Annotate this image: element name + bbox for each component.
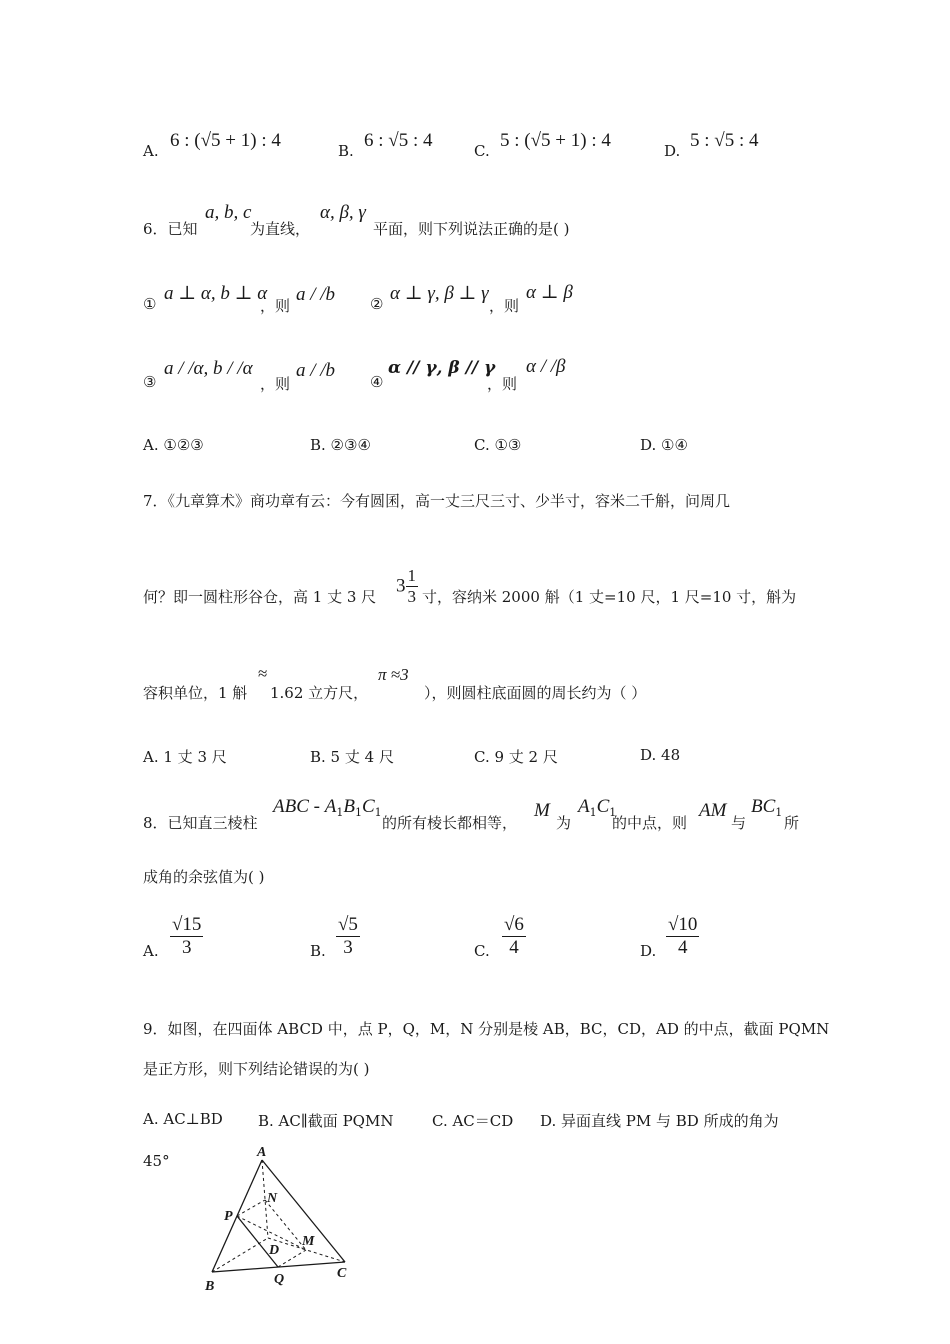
q7-line3-a: 容积单位，1 斛 bbox=[143, 684, 248, 702]
q8-option-a-den: 3 bbox=[170, 936, 203, 959]
q8-seg-c-sub: 1 bbox=[609, 806, 617, 819]
q6-option-d: D. ①④ bbox=[640, 436, 688, 454]
edge-bd bbox=[212, 1238, 268, 1272]
q6-s2-cond: α ⊥ γ, β ⊥ γ bbox=[390, 283, 489, 304]
q8-option-a-label: A. bbox=[143, 942, 159, 960]
q6-mid: 为直线， bbox=[250, 220, 311, 238]
q8-option-c-num: √6 bbox=[504, 914, 524, 935]
q8-option-c-fraction bbox=[502, 914, 526, 959]
label-n: N bbox=[267, 1191, 278, 1206]
q7-line3-c: ），则圆柱底面圆的周长约为（ ） bbox=[424, 684, 647, 702]
q8-point-m: M bbox=[534, 800, 550, 821]
segment-qm bbox=[278, 1250, 306, 1267]
q7-approx-symbol: ≈ bbox=[258, 664, 268, 683]
q8-segment-a1c1 bbox=[578, 796, 616, 819]
q7-line3-b: 1.62 立方尺， bbox=[270, 684, 369, 702]
q8-seg-c: C bbox=[596, 796, 610, 817]
q8-am: AM bbox=[699, 800, 727, 821]
q8-prism-a1: A bbox=[324, 796, 337, 817]
q6-lines-math: a, b, c bbox=[205, 202, 252, 223]
q8-option-b-num: √5 bbox=[338, 914, 358, 935]
q9-option-b: B. AC∥截面 PQMN bbox=[258, 1112, 394, 1130]
q6-s4-result: α / /β bbox=[526, 356, 566, 377]
tetrahedron-figure bbox=[200, 1140, 370, 1300]
q8-option-d-fraction bbox=[666, 914, 699, 959]
q6-s3-then: ，则 bbox=[260, 375, 291, 393]
q8-option-b-label: B. bbox=[310, 942, 326, 960]
q7-frac-num: 1 bbox=[407, 566, 416, 585]
q9-option-d: D. 异面直线 PM 与 BD 所成的角为 bbox=[540, 1112, 779, 1130]
segment-pq bbox=[237, 1216, 278, 1267]
q6-suffix: 平面，则下列说法正确的是( ) bbox=[373, 220, 570, 238]
q8-prism-c1-sub: 1 bbox=[374, 806, 382, 819]
q8-prism-abc: ABC bbox=[273, 796, 309, 817]
q8-mid1: 的所有棱长都相等， bbox=[382, 814, 518, 832]
q6-option-b: B. ②③④ bbox=[310, 436, 371, 454]
q8-option-d-num: √10 bbox=[668, 914, 698, 935]
q7-frac-den: 3 bbox=[407, 587, 416, 606]
q8-end1: 所 bbox=[784, 814, 800, 832]
q8-option-d-den: 4 bbox=[666, 936, 699, 959]
q6-option-a: A. ①②③ bbox=[143, 436, 204, 454]
q5-option-a-label: A. bbox=[143, 142, 159, 160]
q8-bc-sub: 1 bbox=[775, 806, 783, 819]
q9-line1: 9．如图，在四面体 ABCD 中，点 P，Q，M，N 分别是棱 AB，BC，CD，AD 的中点，截面 PQMN bbox=[143, 1020, 830, 1038]
label-d: D bbox=[269, 1243, 280, 1258]
q7-frac-whole: 3 bbox=[396, 575, 406, 597]
q8-prism-b1-sub: 1 bbox=[354, 806, 362, 819]
q6-s1-mark: ① bbox=[143, 295, 157, 313]
q9-option-c: C. AC＝CD bbox=[432, 1112, 514, 1130]
q8-line2: 成角的余弦值为( ) bbox=[143, 868, 265, 886]
q6-s2-result: α ⊥ β bbox=[526, 282, 573, 303]
q6-option-c: C. ①③ bbox=[474, 436, 522, 454]
q6-s3-cond: a / /α, b / /α bbox=[164, 358, 253, 379]
q7-mixed-fraction bbox=[396, 566, 418, 607]
q8-option-a-fraction bbox=[170, 914, 203, 959]
q5-option-d-label: D. bbox=[664, 142, 681, 160]
q6-s4-then: ，则 bbox=[487, 375, 518, 393]
q8-prism-math bbox=[273, 796, 382, 819]
q8-option-a-num: √15 bbox=[172, 914, 202, 935]
q5-option-b-label: B. bbox=[338, 142, 354, 160]
label-q: Q bbox=[274, 1272, 285, 1287]
q7-line2-a: 何？即一圆柱形谷仓，高 1 丈 3 尺 bbox=[143, 588, 377, 606]
q6-s3-mark: ③ bbox=[143, 373, 157, 391]
q6-s4-cond: α // γ, β // γ bbox=[388, 358, 496, 378]
q7-pi-approx: π ≈3 bbox=[378, 665, 409, 684]
q9-option-a: A. AC⊥BD bbox=[143, 1110, 223, 1128]
q6-s2-then: ，则 bbox=[489, 297, 520, 315]
q6-prefix: 6．已知 bbox=[143, 220, 198, 238]
q6-s3-result: a / /b bbox=[296, 360, 336, 381]
q8-mid3: 的中点，则 bbox=[612, 814, 688, 832]
q8-bc: BC bbox=[751, 796, 776, 817]
q8-prism-c1: C bbox=[361, 796, 375, 817]
q8-seg-a-sub: 1 bbox=[589, 806, 597, 819]
label-p: P bbox=[224, 1209, 233, 1224]
q5-option-a-math: 6 : (√5 + 1) : 4 bbox=[170, 130, 281, 151]
q8-seg-a: A bbox=[578, 796, 590, 817]
q8-option-c-label: C. bbox=[474, 942, 490, 960]
q7-line2-b: 寸，容纳米 2000 斛（1 丈=10 尺，1 尺=10 寸，斛为 bbox=[422, 588, 797, 606]
q6-s2-mark: ② bbox=[370, 295, 384, 313]
q8-option-b-den: 3 bbox=[336, 936, 360, 959]
q7-option-c: C. 9 丈 2 尺 bbox=[474, 748, 558, 766]
q6-planes-math: α, β, γ bbox=[320, 202, 366, 223]
q8-prefix: 8．已知直三棱柱 bbox=[143, 814, 258, 832]
q6-s1-result: a / /b bbox=[296, 284, 336, 305]
q5-option-b-math: 6 : √5 : 4 bbox=[364, 130, 433, 151]
q8-option-b-fraction bbox=[336, 914, 360, 959]
q5-option-c-math: 5 : (√5 + 1) : 4 bbox=[500, 130, 611, 151]
q7-option-b: B. 5 丈 4 尺 bbox=[310, 748, 394, 766]
label-a: A bbox=[257, 1145, 267, 1160]
q8-prism-dash: - bbox=[308, 796, 325, 817]
q7-option-a: A. 1 丈 3 尺 bbox=[143, 748, 227, 766]
q5-option-c-label: C. bbox=[474, 142, 490, 160]
q8-prism-a1-sub: 1 bbox=[336, 806, 344, 819]
q9-line2: 是正方形，则下列结论错误的为( ) bbox=[143, 1060, 370, 1078]
label-m: M bbox=[302, 1234, 315, 1249]
q8-option-c-den: 4 bbox=[502, 936, 526, 959]
q8-mid4: 与 bbox=[731, 814, 747, 832]
q6-s1-then: ，则 bbox=[260, 297, 291, 315]
q8-bc1 bbox=[751, 796, 782, 819]
label-c: C bbox=[337, 1266, 347, 1281]
q9-option-d-continued: 45° bbox=[143, 1152, 170, 1170]
q6-s1-cond: a ⊥ α, b ⊥ α bbox=[164, 283, 268, 304]
q8-prism-b1: B bbox=[343, 796, 355, 817]
q7-option-d: D. 48 bbox=[640, 746, 681, 764]
q6-s4-mark: ④ bbox=[370, 373, 384, 391]
label-b: B bbox=[205, 1279, 215, 1294]
q8-mid2: 为 bbox=[556, 814, 572, 832]
q5-option-d-math: 5 : √5 : 4 bbox=[690, 130, 759, 151]
q7-line1: 7．《九章算术》商功章有云：今有圆囷，高一丈三尺三寸、少半寸，容米二千斛，问周几 bbox=[143, 492, 731, 510]
q8-option-d-label: D. bbox=[640, 942, 657, 960]
